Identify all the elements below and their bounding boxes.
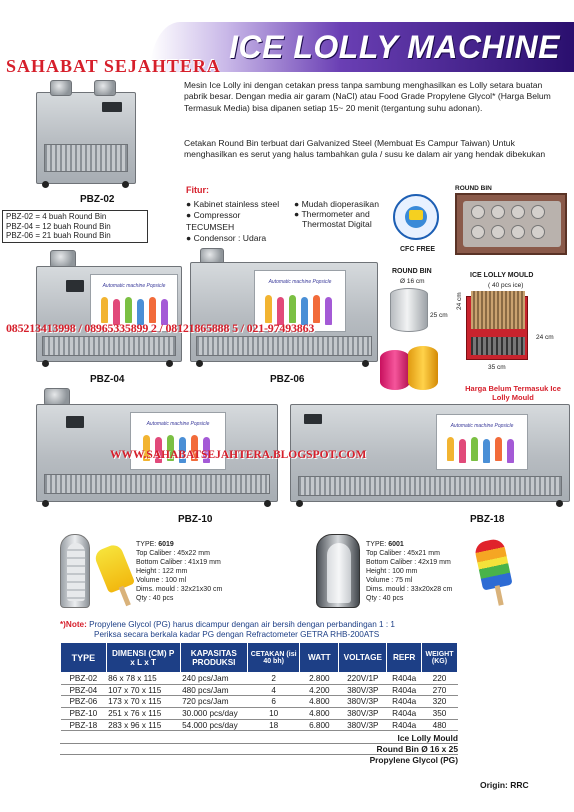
round-bin-photo-label: ROUND BIN [455, 185, 492, 192]
mould-price-note: Harga Belum Termasuk Ice Lolly Mould [465, 384, 561, 402]
table-cell: PBZ-10 [61, 708, 107, 720]
table-cell: 380V/3P [339, 708, 387, 720]
table-row [61, 696, 458, 708]
pbz18-label: PBZ-18 [470, 514, 505, 525]
extra-ice-lolly-mould: Ice Lolly Mould [397, 733, 458, 744]
col-watt: WATT [300, 643, 339, 673]
table-row [61, 708, 458, 720]
table-row [61, 673, 458, 685]
poster-heading: Automatic machine Popsicle [268, 279, 332, 285]
table-cell: 350 [422, 708, 458, 720]
features-title: Fitur: [186, 185, 209, 195]
feature-item: ● Thermometer and Thermostat Digital [294, 209, 372, 229]
table-cell: R404a [387, 708, 422, 720]
extra-round-bin: Round Bin Ø 16 x 25 [60, 743, 458, 754]
table-cell: 240 pcs/Jam [180, 673, 247, 685]
ice-cylinder-yellow [408, 346, 438, 390]
bin-count-pbz06: PBZ-06 = 21 buah Round Bin [6, 231, 111, 240]
col-type: TYPE [61, 643, 107, 673]
bin-count-pbz04: PBZ-04 = 12 buah Round Bin [6, 221, 111, 231]
table-cell: 480 [422, 719, 458, 731]
col-capacity: KAPASITAS PRODUKSI [180, 643, 247, 673]
table-cell: 2.800 [300, 673, 339, 685]
ice-cylinder-pink [380, 350, 410, 390]
popsicle-rainbow-image [473, 537, 512, 590]
col-weight: WEIGHT (KG) [422, 643, 458, 673]
spec-table-wrapper [60, 642, 458, 765]
pbz04-label: PBZ-04 [90, 374, 125, 385]
table-cell: PBZ-06 [61, 696, 107, 708]
round-bin-title: ROUND BIN [392, 268, 432, 275]
table-cell: PBZ-18 [61, 719, 107, 731]
phone-numbers: 085213413998 / 08965335899 2 / 08121865888 5 / 021-97493863 [6, 321, 315, 335]
poster-heading: Automatic machine Popsicle [146, 421, 210, 427]
round-bin-count-box [2, 210, 148, 243]
table-cell: 380V/3P [339, 696, 387, 708]
round-bin-diameter: Ø 16 cm [400, 278, 425, 285]
spec-table [60, 642, 458, 731]
table-cell: 251 x 76 x 115 [106, 708, 180, 720]
intro-paragraph-1: Mesin Ice Lolly ini dengan cetakan press tanpa sambung menghasilkan es Lolly setara buatan pabrik besar. Dengan media air garam (NaCl) atau Food Grade Propylene Glycol* (Harga Belum Termasuk Media) bisa dipanen setiap 15~ 20 menit (tergantung suhu adonan). [184, 80, 551, 113]
features-block [186, 185, 386, 244]
feature-item: ● Condensor : Udara [186, 233, 267, 244]
cfc-free-label: CFC FREE [400, 246, 435, 253]
pbz04-machine [36, 250, 182, 368]
brand-name: SAHABAT SEJAHTERA [6, 56, 221, 76]
table-cell: 4.800 [300, 708, 339, 720]
table-cell: 380V/3P [339, 719, 387, 731]
table-cell: 4 [248, 684, 300, 696]
col-refrigerant: REFR [387, 643, 422, 673]
table-cell: 6.800 [300, 719, 339, 731]
table-cell: PBZ-02 [61, 673, 107, 685]
table-cell: 18 [248, 719, 300, 731]
pbz06-label: PBZ-06 [270, 374, 305, 385]
table-cell: 6 [248, 696, 300, 708]
feature-item: ● Compressor TECUMSEH [186, 210, 241, 232]
table-cell: 10 [248, 708, 300, 720]
table-cell: 54.000 pcs/day [180, 719, 247, 731]
pbz02-label: PBZ-02 [80, 194, 115, 205]
intro-paragraph-2: Cetakan Round Bin terbuat dari Galvanized Steel (Membuat Es Campur Taiwan) Untuk menghasilkan es serut yang halus tambahkan gula / susu ke dalam air yang hendak dibekukan [184, 138, 546, 160]
round-bin-photo [455, 193, 567, 255]
table-cell: R404a [387, 673, 422, 685]
table-cell: R404a [387, 696, 422, 708]
mould-height-left: 24 cm [456, 292, 463, 310]
origin-label: Origin: RRC [480, 780, 529, 790]
table-cell: R404a [387, 684, 422, 696]
note-line-1: *)Note: Propylene Glycol (PG) harus dicampur dengan air bersih dengan perbandingan 1 : 1 [60, 620, 395, 629]
table-cell: 30.000 pcs/day [180, 708, 247, 720]
table-cell: 4.800 [300, 696, 339, 708]
pbz02-machine [36, 80, 136, 188]
table-cell: R404a [387, 719, 422, 731]
table-cell: 107 x 70 x 115 [106, 684, 180, 696]
table-cell: 220V/1P [339, 673, 387, 685]
feature-item: ● Mudah dioperasikan [294, 199, 379, 209]
popsicle-yellow-image [93, 542, 135, 593]
extra-propylene-glycol: Propylene Glycol (PG) [60, 754, 458, 765]
type-6001-specs: TYPE: 6001 Top Caliber : 45x21 mm Bottom Caliber : 42x19 mm Height : 100 mm Volume : 75 ml Dims. mould : 33x20x28 cm Qty : 40 pcs [366, 541, 453, 602]
note-line-2: Periksa secara berkala kadar PG dengan Refractometer GETRA RHB-200ATS [94, 630, 380, 639]
table-row [61, 684, 458, 696]
mould-6001-image [316, 534, 360, 608]
mould-rack [466, 296, 528, 360]
pbz06-machine [190, 248, 378, 368]
table-cell: 173 x 70 x 115 [106, 696, 180, 708]
table-cell: 220 [422, 673, 458, 685]
round-bin-height: 25 cm [430, 312, 448, 319]
mould-width: 35 cm [488, 364, 506, 371]
table-cell: 480 pcs/Jam [180, 684, 247, 696]
pbz10-label: PBZ-10 [178, 514, 213, 525]
table-row [61, 719, 458, 731]
col-voltage: VOLTAGE [339, 643, 387, 673]
mould-subtitle: ( 40 pcs ice) [488, 282, 524, 289]
cfc-free-logo [393, 194, 439, 240]
table-cell: 4.200 [300, 684, 339, 696]
mould-6019-image [60, 534, 90, 608]
col-dimensions: DIMENSI (CM) P x L x T [106, 643, 180, 673]
bin-count-pbz02: PBZ-02 = 4 buah Round Bin [6, 212, 107, 221]
table-cell: 270 [422, 684, 458, 696]
table-cell: 2 [248, 673, 300, 685]
page-title: ICE LOLLY MACHINE [229, 29, 560, 65]
table-cell: 380V/3P [339, 684, 387, 696]
col-moulds: CETAKAN (isi 40 bh) [248, 643, 300, 673]
mould-title: ICE LOLLY MOULD [470, 272, 534, 279]
poster-heading: Automatic machine Popsicle [450, 423, 514, 429]
table-cell: 86 x 78 x 115 [106, 673, 180, 685]
table-cell: 320 [422, 696, 458, 708]
table-cell: PBZ-04 [61, 684, 107, 696]
type-6019-specs: TYPE: 6019 Top Caliber : 45x22 mm Bottom Caliber : 41x19 mm Height : 122 mm Volume : 100 ml Dims. mould : 32x21x30 cm Qty : 40 pcs [136, 541, 223, 602]
table-cell: 720 pcs/Jam [180, 696, 247, 708]
pbz10-machine [36, 388, 278, 508]
mould-height-right: 24 cm [536, 334, 554, 341]
table-cell: 283 x 96 x 115 [106, 719, 180, 731]
website-url: WWW.SAHABATSEJAHTERA.BLOGSPOT.COM [110, 449, 367, 461]
poster-heading: Automatic machine Popsicle [102, 283, 166, 289]
table-header-row [61, 643, 458, 673]
feature-item: ● Kabinet stainless steel [186, 199, 280, 209]
